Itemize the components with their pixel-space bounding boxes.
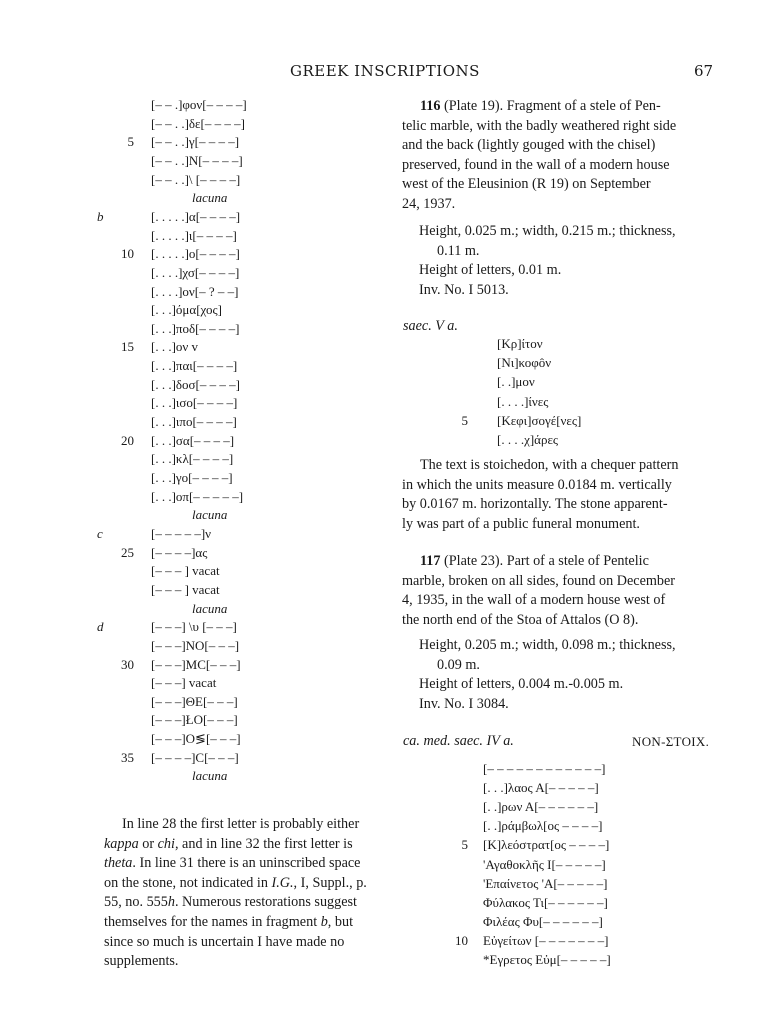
inscription-line: [– – –]NO[– – –] xyxy=(151,637,240,653)
inscription-line: [. . . .]ίνες xyxy=(497,393,549,409)
inscription-line: [– – . .]N[– – – –] xyxy=(151,152,243,168)
inscription-line: [– – – –]ας xyxy=(151,544,208,560)
inscription-line: [– – – ] vacat xyxy=(151,581,220,597)
inscription-line: [. . .]κλ[– – – –] xyxy=(151,451,234,467)
inscription-line: [. . .]οπ[– – – – –] xyxy=(151,488,244,504)
left-note-line: supplements. xyxy=(104,953,179,970)
inscription-line: [. . . . .]ο[– – – –] xyxy=(151,246,240,262)
lacuna-marker: lacuna xyxy=(192,507,228,523)
inscription-line: [. . .]παι[– – – –] xyxy=(151,358,238,374)
entry-117-measurements: Height, 0.205 m.; width, 0.098 m.; thickness, 0.09 m. Height of letters, 0.004 m.-0.005 m. Inv. No. I 3084. xyxy=(419,637,676,712)
inscription-line: Εὐγείτων [– – – – – – –] xyxy=(483,932,609,948)
left-note-line: since so much is uncertain I have made no xyxy=(104,933,345,950)
line-number: 25 xyxy=(121,544,134,560)
page-number: 67 xyxy=(694,62,714,80)
entry-116-measurements: Height, 0.025 m.; width, 0.215 m.; thickness, 0.11 m. Height of letters, 0.01 m. Inv. No. I 5013. xyxy=(419,223,676,298)
fragment-label: d xyxy=(97,619,104,635)
lacuna-marker: lacuna xyxy=(192,190,228,206)
inscription-line: [– – – –]C[– – –] xyxy=(151,749,239,765)
inscription-line: [– – . .]\ [– – – –] xyxy=(151,171,241,187)
lacuna-marker: lacuna xyxy=(192,768,228,784)
inscription-line: [– – –]Ο≶[– – –] xyxy=(151,731,241,747)
inscription-line: 'Επαίνετος 'Α[– – – – –] xyxy=(483,875,608,891)
inscription-line: [– – –]MC[– – –] xyxy=(151,656,241,672)
inscription-line: [. . .]σα[– – – –] xyxy=(151,432,235,448)
line-number: 35 xyxy=(121,749,134,765)
entry-117-date: ca. med. saec. IV a. xyxy=(403,733,514,749)
inscription-line: [– – – – –]ν xyxy=(151,525,212,541)
inscription-line: [Νι]κοφôν xyxy=(497,355,552,371)
left-note-line: 55, no. 555h. Numerous restorations suggest xyxy=(104,894,357,911)
entry-117-style-label: NON-ΣTOIX. xyxy=(632,734,710,749)
entry-116-number: 116 xyxy=(420,98,441,114)
inscription-line: [Κ]λεόστρατ[ος – – – –] xyxy=(483,837,610,853)
inscription-line: [. . . .]χσ[– – – –] xyxy=(151,264,240,280)
inscription-line: [Κεφι]σογέ[νες] xyxy=(497,412,582,428)
inscription-line: [. . . .]ον[– ? – –] xyxy=(151,283,239,299)
inscription-line: [. . .]ισο[– – – –] xyxy=(151,395,238,411)
inscription-line: [– – . .]δε[– – – –] xyxy=(151,115,245,131)
line-number: 30 xyxy=(121,656,134,672)
inscription-line: [– – .]φον[– – – –] xyxy=(151,97,247,112)
inscription-line: [– – – ] vacat xyxy=(151,563,220,579)
inscription-line: [. . .]δοσ[– – – –] xyxy=(151,376,240,392)
line-number: 15 xyxy=(121,339,134,355)
left-note-line: In line 28 the first letter is probably either xyxy=(122,816,360,832)
line-number: 10 xyxy=(455,932,468,948)
inscription-line: [. . .]ον v xyxy=(151,339,199,355)
inscription-line: [– – . .]γ[– – – –] xyxy=(151,134,240,150)
inscription-line: [. . .]λαος Α[– – – – –] xyxy=(483,780,599,796)
entry-117-description: 117 (Plate 23). Part of a stele of Pentelic marble, broken on all sides, found on December 4, 1935, in the wall of a modern house west of the north end of the Stoa of Attalos (O 8). xyxy=(402,553,676,628)
left-note-line: on the stone, not indicated in I.G., I, Suppl., p. xyxy=(104,874,367,891)
inscription-line: [– – –] vacat xyxy=(151,675,217,691)
inscription-line: [– – –] \υ [– – –] xyxy=(151,619,237,635)
fragment-label: b xyxy=(97,208,104,224)
inscription-line: [. . .]ποδ[– – – –] xyxy=(151,320,240,336)
inscription-line: [. . . . .]α[– – – –] xyxy=(151,208,241,224)
inscription-line: [Κρ]ίτον xyxy=(497,336,543,351)
inscription-line: Φιλέας Φυ[– – – – – –] xyxy=(483,913,603,929)
inscription-line: [. .]ρων Α[– – – – – –] xyxy=(483,799,599,815)
inscription-line: Φύλακος Τι[– – – – – –] xyxy=(483,894,608,910)
inscription-line: *Εγρετος Εὐμ[– – – – –] xyxy=(483,952,611,967)
inscription-line: 'Αγαθοκλῆς Ι[– – – – –] xyxy=(483,856,606,872)
entry-116-description: 116 (Plate 19). Fragment of a stele of Pen- telic marble, with the badly weathered right side and the back (lightly gouged with the chisel) preserved, found in the wall of a modern house west of the Eleusinion (R 19) on September 24, 1937. xyxy=(402,98,677,212)
line-number: 5 xyxy=(461,837,468,853)
left-commentary xyxy=(104,815,367,972)
entry-116-commentary: The text is stoichedon, with a chequer pattern in which the units measure 0.0184 m. vertically by 0.0167 m. horizontally. The stone apparent- ly was part of a public funeral monument. xyxy=(402,457,679,532)
entry-117-number: 117 xyxy=(420,553,441,569)
inscription-line: [. . .]ιπο[– – – –] xyxy=(151,414,237,430)
inscription-line: [. . .]όμα[χος] xyxy=(151,302,222,318)
fragment-label: c xyxy=(97,525,103,541)
left-note-line: theta. In line 31 there is an uninscribed space xyxy=(104,855,361,872)
inscription-line: [– – –]ŁΟ[– – –] xyxy=(151,712,238,728)
inscription-line: [. .]μον xyxy=(497,374,535,390)
inscription-line: [. . . .χ]άρες xyxy=(497,432,559,447)
line-number: 20 xyxy=(121,432,134,448)
inscription-line: [. .]ράμβωλ[ος – – – –] xyxy=(483,818,603,834)
line-number: 10 xyxy=(121,246,134,262)
line-number: 5 xyxy=(461,412,468,428)
inscription-line: [. . . . .]ι[– – – –] xyxy=(151,227,237,243)
lacuna-marker: lacuna xyxy=(192,600,228,616)
inscription-line: [– – –]ΘΕ[– – –] xyxy=(151,693,238,709)
left-note-line: kappa or chi, and in line 32 the first letter is xyxy=(104,835,353,852)
inscription-line: [. . .]γο[– – – –] xyxy=(151,470,233,485)
left-note-line: themselves for the names in fragment b, but xyxy=(104,913,354,930)
entry-116-date: saec. V a. xyxy=(403,318,458,334)
inscription-line: [– – – – – – – – – – – –] xyxy=(483,761,606,776)
line-number: 5 xyxy=(127,134,134,150)
running-title: GREEK INSCRIPTIONS xyxy=(290,62,480,80)
